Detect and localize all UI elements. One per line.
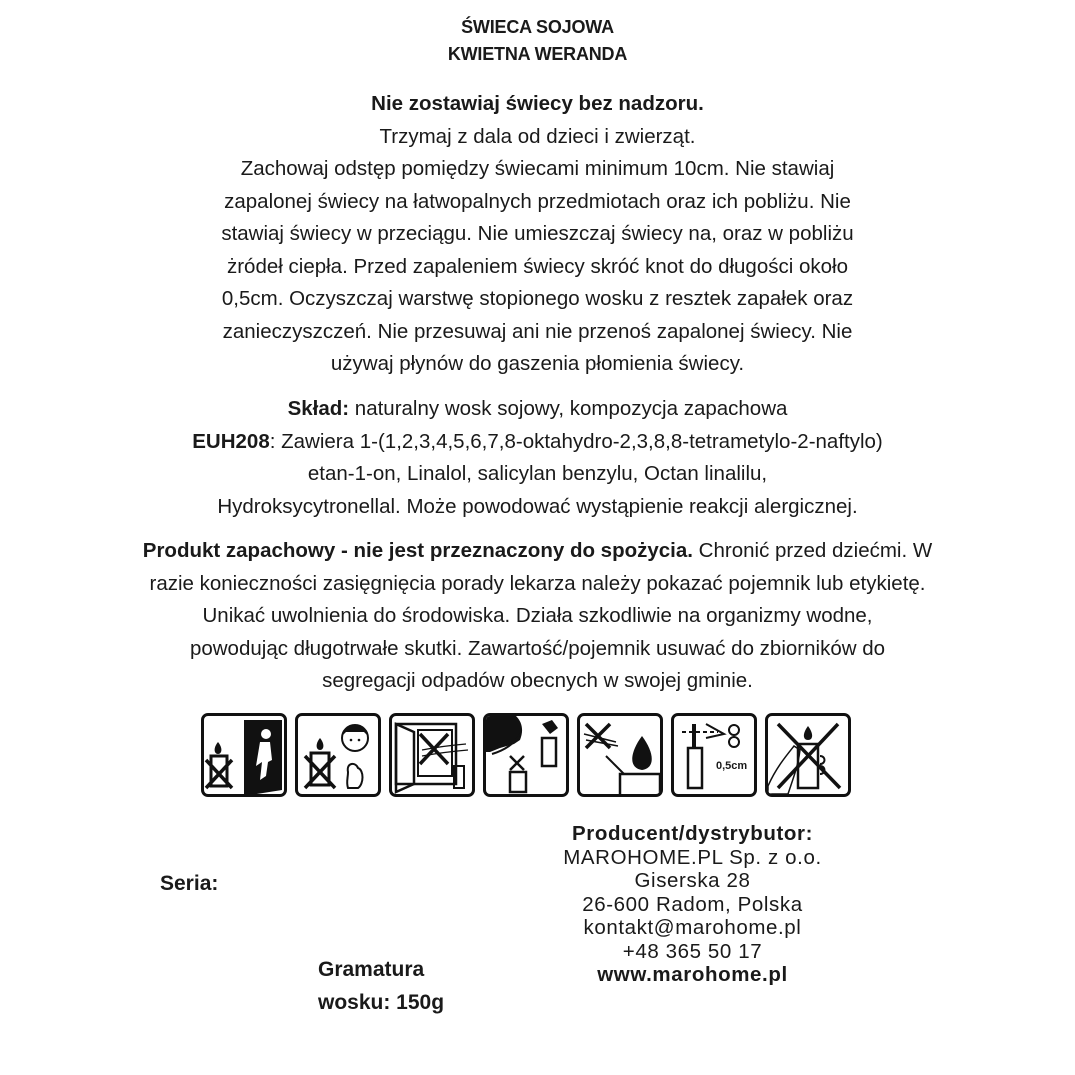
warning-line: żródeł ciepła. Przed zapaleniem świecy skróć knot do długości około xyxy=(226,254,848,278)
product-title xyxy=(0,14,1075,68)
producer-phone: +48 365 50 17 xyxy=(622,939,763,963)
hazard-line: segregacji odpadów obecnych w swojej gminie. xyxy=(322,669,753,692)
producer-info xyxy=(520,822,865,987)
pictogram-row xyxy=(201,713,851,797)
do-not-blow-icon xyxy=(483,713,569,797)
producer-company: MAROHOME.PL Sp. z o.o. xyxy=(563,845,822,869)
warning-line: używaj płynów do gaszenia płomienia świecy. xyxy=(330,352,745,375)
composition-label: Skład: xyxy=(287,397,350,420)
wax-weight-line-1: Gramatura xyxy=(318,958,425,981)
hazard-line: razie konieczności zasięgnięcia porady lekarza należy pokazać pojemnik lub etykietę. xyxy=(149,571,926,595)
producer-label: Producent/dystrybutor: xyxy=(572,822,813,845)
hazard-text: Chronić przed dziećmi. W xyxy=(692,539,933,562)
warning-line: 0,5cm. Oczyszczaj warstwę stopionego wosku z resztek zapałek oraz xyxy=(221,287,854,310)
hazard-line: Unikać uwolnienia do środowiska. Działa szkodliwie na organizmy wodne, xyxy=(202,604,873,627)
title-line-1: ŚWIECA SOJOWA xyxy=(461,17,614,37)
hazard-line: powodując długotrwałe skutki. Zawartość/pojemnik usuwać do zbiorników do xyxy=(189,636,886,660)
composition-text: naturalny wosk sojowy, kompozycja zapachowa xyxy=(349,397,788,420)
hazard-bold: Produkt zapachowy - nie jest przeznaczony do spożycia. xyxy=(142,539,693,562)
warning-line: Zachowaj odstęp pomiędzy świecami minimum 10cm. Nie stawiaj xyxy=(240,157,835,180)
trim-wick-icon xyxy=(671,713,757,797)
no-matches-in-wax-icon xyxy=(577,713,663,797)
safety-warnings xyxy=(0,88,1075,381)
warning-line: stawiaj świecy w przeciągu. Nie umieszczaj świecy na, oraz w pobliżu xyxy=(221,222,854,245)
hazard-statement xyxy=(40,535,1035,698)
composition xyxy=(0,393,1075,523)
euh-text: : Zawiera 1-(1,2,3,4,5,6,7,8-oktahydro-2,3,8,8-tetrametylo-2-naftylo) xyxy=(269,429,883,453)
no-draught-icon xyxy=(389,713,475,797)
warning-line: Trzymaj z dala od dzieci i zwierząt. xyxy=(379,124,696,148)
warning-line: zanieczyszczeń. Nie przesuwaj ani nie przenoś zapalonej świecy. Nie xyxy=(222,319,853,343)
batch-label: Seria: xyxy=(160,872,219,895)
wick-length-label: 0,5cm xyxy=(716,760,748,772)
composition-line: Hydroksycytronellal. Może powodować wystąpienie reakcji alergicznej. xyxy=(217,494,858,518)
producer-city: 26-600 Radom, Polska xyxy=(582,892,803,916)
wax-weight xyxy=(318,953,444,1019)
producer-street: Giserska 28 xyxy=(634,869,751,892)
title-line-2: KWIETNA WERANDA xyxy=(447,44,628,64)
warning-bold: Nie zostawiaj świecy bez nadzoru. xyxy=(371,92,704,115)
wax-weight-line-2: wosku: 150g xyxy=(318,991,445,1014)
euh-label: EUH208 xyxy=(192,429,270,453)
producer-website[interactable]: www.marohome.pl xyxy=(597,963,788,986)
keep-away-children-pets-icon xyxy=(295,713,381,797)
producer-email[interactable]: kontakt@marohome.pl xyxy=(583,916,802,939)
do-not-move-lit-candle-icon xyxy=(765,713,851,797)
warning-line: zapalonej świecy na łatwopalnych przedmiotach oraz ich pobliżu. Nie xyxy=(224,189,851,213)
composition-line: etan-1-on, Linalol, salicylan benzylu, Octan linalilu, xyxy=(307,462,768,485)
no-unattended-candle-icon xyxy=(201,713,287,797)
